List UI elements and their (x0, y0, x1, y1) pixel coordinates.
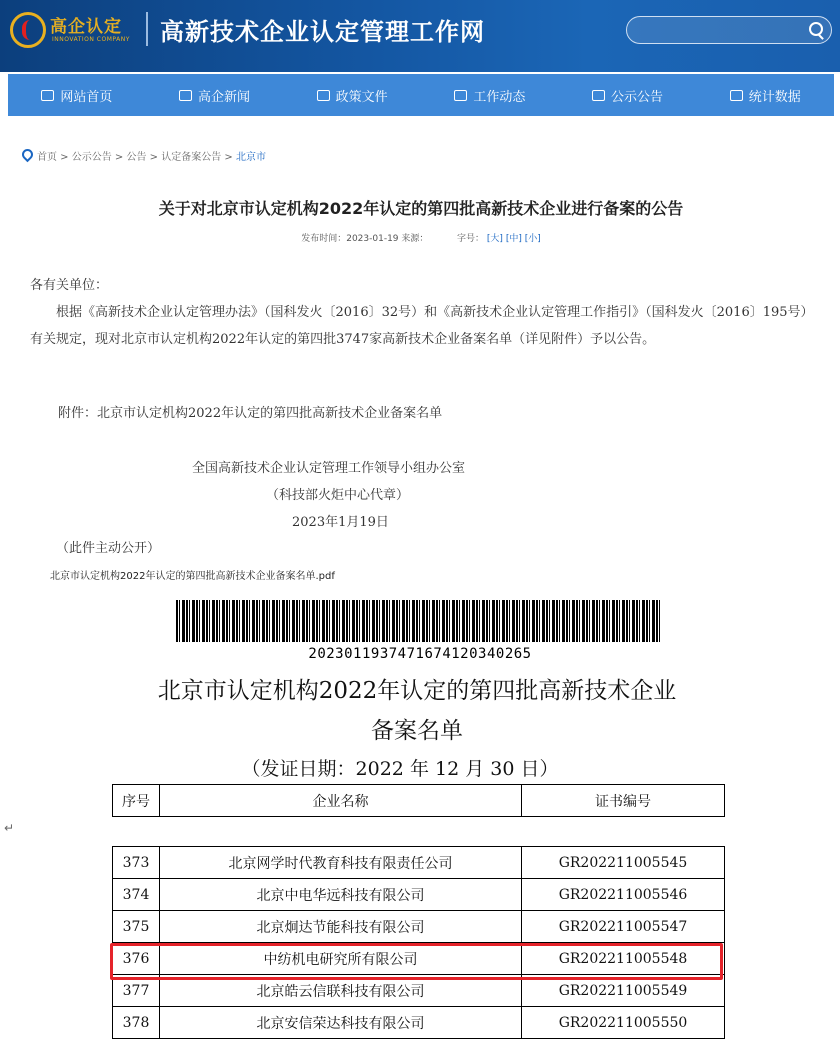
nav-notice[interactable] (559, 74, 697, 116)
search-input[interactable] (637, 21, 811, 37)
signer-seal: （科技部火炬中心代章） (266, 488, 410, 503)
nav-home[interactable] (8, 74, 146, 116)
logo-icon[interactable] (10, 12, 46, 48)
article-body (30, 272, 820, 353)
logo-text[interactable]: 高企认定 (50, 17, 122, 37)
document-icon (317, 90, 330, 101)
header-divider (146, 12, 148, 46)
row-certificate: GR202211005550 (522, 1007, 725, 1039)
list-header-table (112, 784, 725, 817)
location-pin-icon (20, 147, 36, 163)
row-company: 中纺机电研究所有限公司 (160, 943, 522, 975)
news-icon (179, 90, 192, 101)
col-header-certificate: 证书编号 (522, 785, 725, 817)
barcode-number: 20230119374716741203402​65 (308, 646, 532, 662)
nav-label: 统计数据 (748, 89, 801, 105)
salutation: 各有关单位： (30, 278, 109, 293)
row-company: 北京网学时代教育科技有限责任公司 (160, 847, 522, 879)
row-company: 北京中电华远科技有限公司 (160, 879, 522, 911)
nav-label: 工作动态 (473, 89, 526, 105)
row-certificate: GR202211005546 (522, 879, 725, 911)
nav-policy[interactable] (283, 74, 421, 116)
public-note: （此件主动公开） (56, 541, 161, 556)
site-header (0, 0, 840, 72)
row-index: 374 (113, 879, 160, 911)
highlight-box (110, 943, 723, 980)
col-header-company: 企业名称 (160, 785, 522, 817)
row-index: 376 (113, 943, 160, 975)
body-paragraph: 根据《高新技术企业认定管理办法》（国科发火〔2016〕32号）和《高新技术企业认定管理工作指引》（国科发火〔2016〕195号）有关规定，现对北京市认定机构2022年认定的第四批3747家高新技术企业备案名单（详见附件）予以公告。 (30, 305, 814, 347)
row-certificate: GR202211005548 (522, 943, 725, 975)
article-meta (8, 231, 834, 244)
nav-work[interactable] (421, 74, 559, 116)
chart-icon (730, 90, 743, 101)
article-title: 关于对北京市认定机构2022年认定的第四批高新技术企业进行备案的公告 (158, 199, 684, 218)
home-icon (41, 90, 54, 101)
attachment-line: 附件：北京市认定机构2022年认定的第四批高新技术企业备案名单 (58, 406, 443, 421)
row-index: 377 (113, 975, 160, 1007)
nav-label: 公示公告 (611, 89, 664, 105)
row-company: 北京安信荣达科技有限公司 (160, 1007, 522, 1039)
signer-office: 全国高新技术企业认定管理工作领导小组办公室 (192, 461, 466, 476)
search-icon[interactable] (809, 22, 823, 36)
search-box[interactable] (626, 16, 832, 44)
table-row (113, 879, 725, 911)
row-company: 北京炯达节能科技有限公司 (160, 911, 522, 943)
barcode (176, 600, 662, 642)
send-icon (454, 90, 467, 101)
table-row (113, 1007, 725, 1039)
return-mark: ↵ (4, 821, 15, 835)
nav-label: 网站首页 (60, 89, 113, 105)
row-certificate: GR202211005545 (522, 847, 725, 879)
table-row (113, 911, 725, 943)
breadcrumb-current[interactable]: 北京市 (235, 152, 266, 163)
table-row (113, 847, 725, 879)
breadcrumb-path[interactable]: 首页 > 公示公告 > 公告 > 认定备案公告 > (37, 152, 236, 163)
pdf-attachment-link[interactable]: 北京市认定机构2022年认定的第四批高新技术企业备案名单.pdf (50, 571, 335, 582)
publish-date: 发布时间：2023-01-19 来源： (301, 234, 429, 244)
breadcrumb (22, 148, 266, 163)
nav-news[interactable] (146, 74, 284, 116)
row-certificate: GR202211005547 (522, 911, 725, 943)
nav-label: 政策文件 (335, 89, 388, 105)
row-company: 北京皓云信联科技有限公司 (160, 975, 522, 1007)
font-size-medium[interactable]: [中] (505, 234, 522, 244)
nav-stats[interactable] (696, 74, 834, 116)
font-size-label: 字号： (457, 234, 485, 244)
document-title-line1: 北京市认定机构2022年认定的第四批高新技术企业 (157, 678, 677, 704)
document-title-line2: 备案名单 (371, 718, 463, 744)
row-index: 378 (113, 1007, 160, 1039)
sign-date: 2023年1月19日 (292, 515, 389, 530)
notice-icon (592, 90, 605, 101)
issue-date: （发证日期：2022 年 12 月 30 日） (241, 758, 559, 780)
row-certificate: GR202211005549 (522, 975, 725, 1007)
font-size-small[interactable]: [小] (524, 234, 541, 244)
row-index: 373 (113, 847, 160, 879)
main-nav (8, 74, 834, 116)
col-header-index: 序号 (113, 785, 160, 817)
logo-subtitle: INNOVATION COMPANY (52, 36, 130, 43)
nav-label: 高企新闻 (198, 89, 251, 105)
site-title: 高新技术企业认定管理工作网 (160, 17, 485, 46)
font-size-large[interactable]: [大] (486, 234, 503, 244)
row-index: 375 (113, 911, 160, 943)
